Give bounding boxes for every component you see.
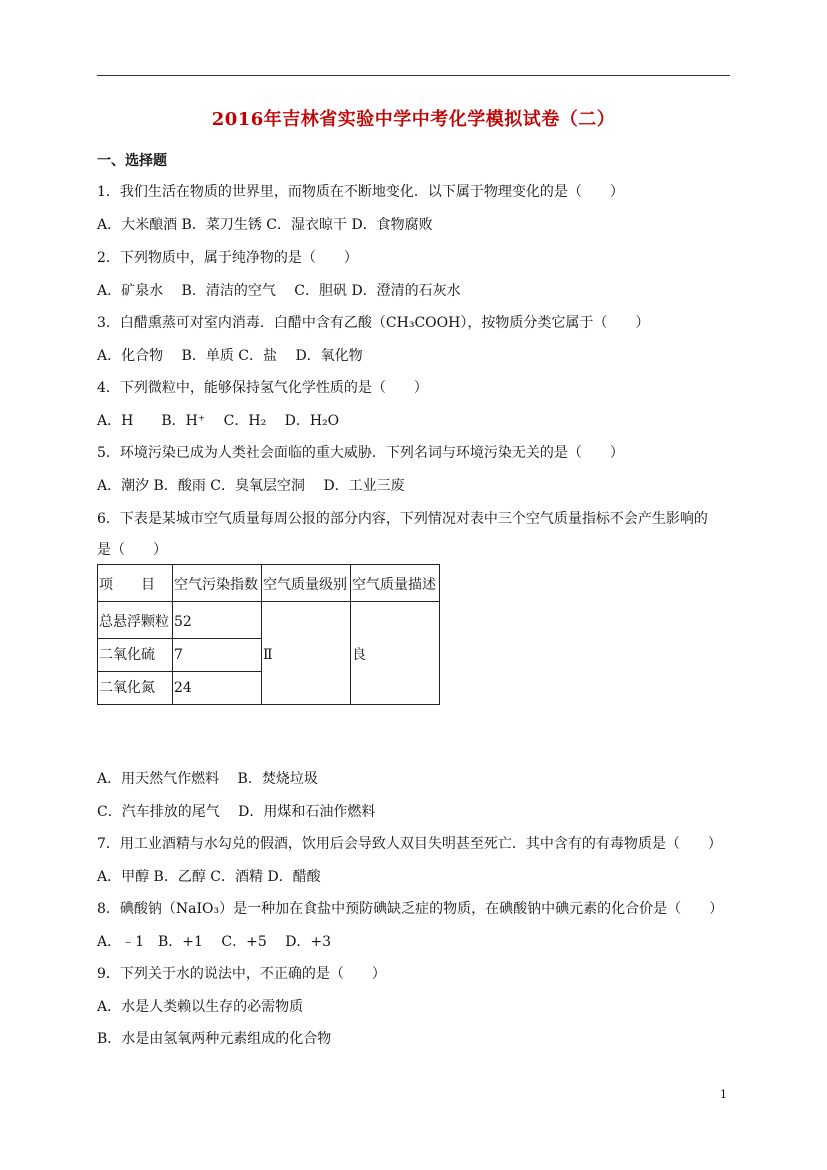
question-6-options-ab: A．用天然气作燃料 B．焚烧垃圾 [97, 771, 318, 787]
table-header-item: 项 目 [98, 565, 173, 602]
table-cell-level: Ⅱ [262, 602, 351, 705]
table-cell-index: 7 [173, 639, 262, 672]
table-header-level: 空气质量级别 [262, 565, 351, 602]
question-1-options: A．大米酿酒 B．菜刀生锈 C．湿衣晾干 D．食物腐败 [97, 217, 433, 233]
question-8: 8．碘酸钠（NaIO₃）是一种加在食盐中预防碘缺乏症的物质，在碘酸钠中碘元素的化合价是（ ） [97, 901, 724, 917]
question-7: 7．用工业酒精与水勾兑的假酒，饮用后会导致人双目失明甚至死亡．其中含有的有毒物质是（ ） [97, 836, 722, 852]
question-3-options: A．化合物 B．单质 C．盐 D．氧化物 [97, 348, 363, 364]
table-cell-index: 24 [173, 672, 262, 705]
question-4: 4．下列微粒中，能够保持氢气化学性质的是（ ） [97, 380, 428, 396]
question-4-options: A．H B．H⁺ C．H₂ D．H₂O [97, 413, 340, 429]
question-9-option-b: B．水是由氢氧两种元素组成的化合物 [97, 1031, 332, 1047]
table-cell-item: 总悬浮颗粒 [98, 602, 173, 639]
table-cell-item: 二氧化硫 [98, 639, 173, 672]
question-1: 1．我们生活在物质的世界里，而物质在不断地变化．以下属于物理变化的是（ ） [97, 184, 624, 200]
question-2-options: A．矿泉水 B．清洁的空气 C．胆矾 D．澄清的石灰水 [97, 283, 461, 299]
table-header-description: 空气质量描述 [351, 565, 440, 602]
question-6-continued: 是（ ） [97, 542, 167, 558]
question-6: 6．下表是某城市空气质量每周公报的部分内容，下列情况对表中三个空气质量指标不会产生影响的 [97, 511, 708, 527]
table-cell-index: 52 [173, 602, 262, 639]
question-5-options: A．潮汐 B．酸雨 C．臭氧层空洞 D．工业三废 [97, 478, 405, 494]
air-quality-table [97, 564, 440, 705]
page-number: 1 [720, 1088, 727, 1101]
question-5: 5．环境污染已成为人类社会面临的重大威胁．下列名词与环境污染无关的是（ ） [97, 445, 624, 461]
question-7-options: A．甲醇 B．乙醇 C．酒精 D．醋酸 [97, 869, 321, 885]
question-9: 9．下列关于水的说法中，不正确的是（ ） [97, 966, 386, 982]
table-header-index: 空气污染指数 [173, 565, 262, 602]
page-title: 2016年吉林省实验中学中考化学模拟试卷（二） [211, 109, 616, 130]
table-header-row [98, 565, 440, 602]
header-rule [97, 75, 730, 76]
table-row [98, 602, 440, 639]
section-heading: 一、选择题 [97, 153, 167, 169]
question-9-option-a: A．水是人类赖以生存的必需物质 [97, 999, 304, 1015]
question-2: 2．下列物质中，属于纯净物的是（ ） [97, 250, 358, 266]
table-cell-item: 二氧化氮 [98, 672, 173, 705]
question-6-options-cd: C．汽车排放的尾气 D．用煤和石油作燃料 [97, 804, 376, 820]
question-8-options: A．﹣1 B．+1 C．+5 D．+3 [97, 934, 332, 950]
question-3: 3．白醋熏蒸可对室内消毒．白醋中含有乙酸（CH₃COOH），按物质分类它属于（ ） [97, 315, 650, 331]
table-cell-description: 良 [351, 602, 440, 705]
